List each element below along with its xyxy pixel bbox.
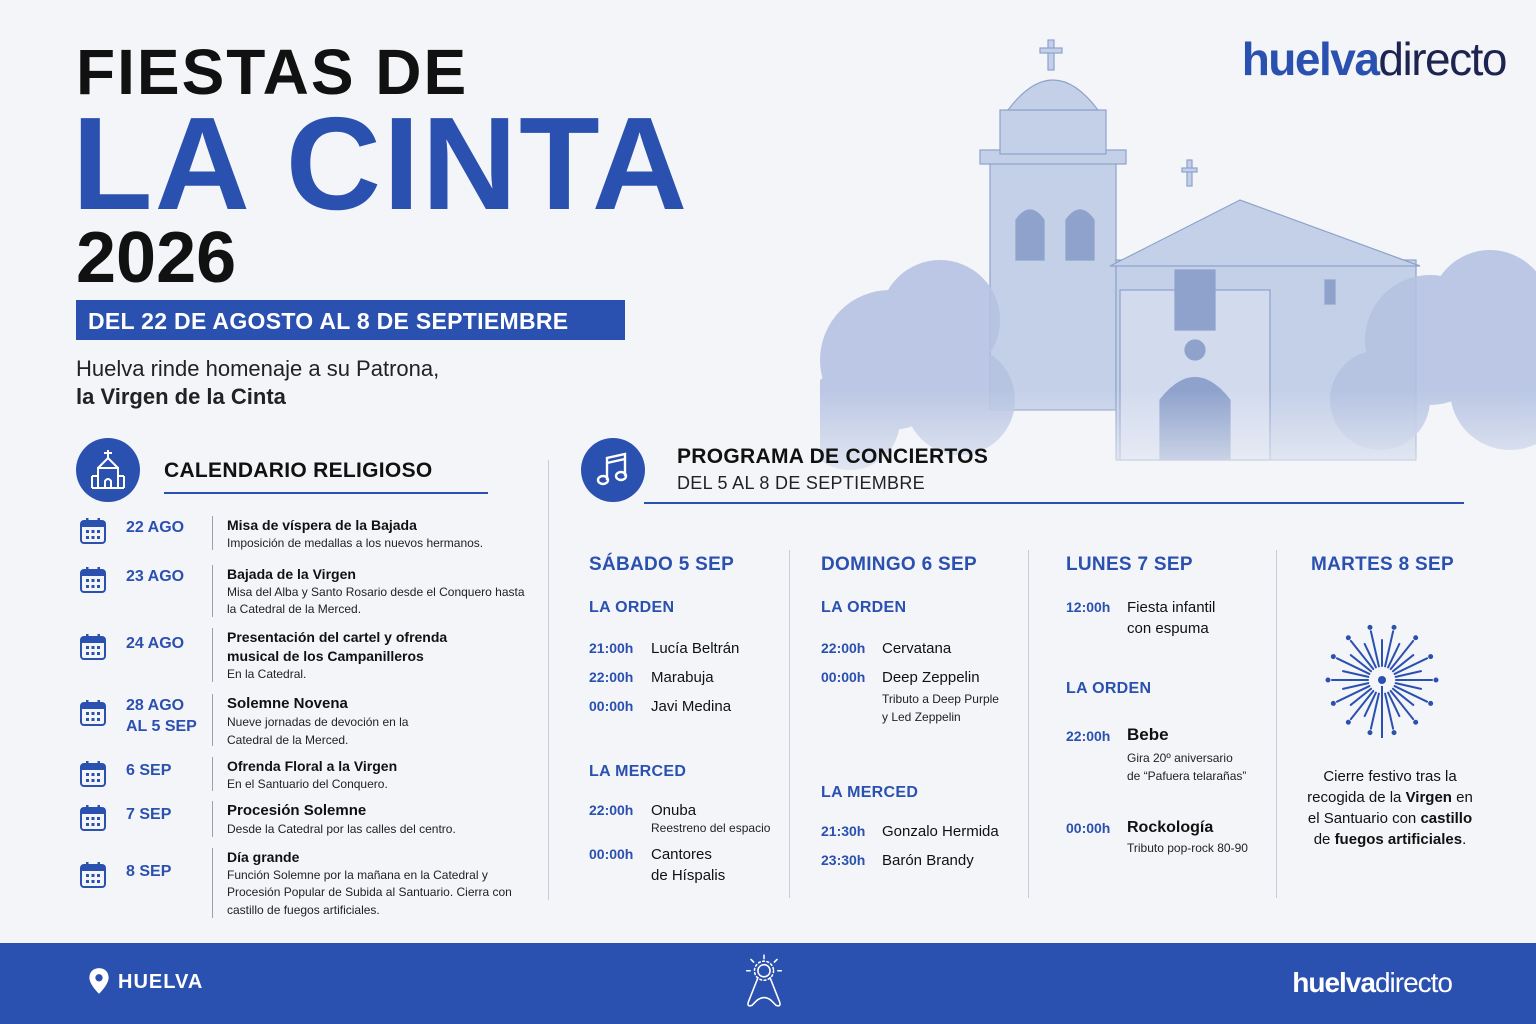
religious-separator [212, 801, 213, 837]
day-title-tuesday: MARTES 8 SEP [1311, 554, 1454, 575]
show-time: 12:00h [1066, 599, 1111, 615]
closing-l4b: fuegos artificiales [1334, 831, 1463, 848]
fireworks-icon [1322, 620, 1442, 740]
calendar-icon [78, 803, 108, 833]
church-illustration [820, 30, 1536, 510]
concerts-title: PROGRAMA DE CONCIERTOS [677, 445, 989, 468]
show-act: Marabuja [651, 669, 714, 686]
calendar-icon [78, 860, 108, 890]
location-pin-icon [88, 967, 110, 995]
religious-desc: Desde la Catedral por las calles del centro. [227, 822, 456, 837]
show-act: Onuba [651, 802, 697, 819]
show-act: Gonzalo Hermida [882, 823, 999, 840]
religious-body [227, 757, 547, 793]
show-time: 21:00h [589, 640, 634, 656]
venue-label: LA MERCED [821, 784, 919, 801]
show-act: Lucía Beltrán [651, 640, 740, 657]
show-time: 00:00h [589, 698, 634, 714]
religious-desc: Función Solemne por la mañana en la Catedral y Procesión Popular de Subida al Santuario. Cierra con castillo de fuegos artificiales. [227, 867, 512, 917]
religious-title-text: Misa de víspera de la Bajada [227, 517, 417, 533]
closing-l2a: recogida de la [1307, 789, 1406, 806]
religious-separator [212, 694, 213, 746]
firework-spark [1368, 626, 1371, 629]
firework-spark [1414, 636, 1417, 639]
show-note: Tributo a Deep Purple [882, 692, 999, 706]
firework-spark [1429, 655, 1432, 658]
virgin-emblem-icon [738, 949, 790, 1015]
firework-spark [1429, 702, 1432, 705]
footer-location: HUELVA [118, 971, 204, 993]
religious-body [227, 628, 547, 683]
religious-separator [212, 848, 213, 918]
calendar-icon [78, 516, 108, 546]
show-act: Javi Medina [651, 698, 732, 715]
religious-desc: En el Santuario del Conquero. [227, 776, 388, 791]
show-time: 00:00h [589, 846, 634, 862]
firework-spark [1327, 679, 1330, 682]
day-divider [789, 550, 790, 898]
religious-item [78, 516, 538, 550]
religious-date: 7 SEP [126, 806, 172, 823]
firework-spark [1414, 721, 1417, 724]
religious-date: 23 AGO [126, 568, 185, 585]
tagline-line1: Huelva rinde homenaje a su Patrona, [76, 356, 440, 381]
closing-l2b: Virgen [1405, 789, 1452, 806]
show-act: Bebe [1127, 725, 1169, 744]
venue-label: LA ORDEN [821, 599, 907, 616]
religious-item [78, 757, 538, 791]
religious-item [78, 694, 538, 746]
religious-body [227, 565, 547, 619]
show-time: 00:00h [821, 669, 866, 685]
religious-body [227, 694, 547, 749]
show-act-line2: con espuma [1127, 620, 1209, 637]
day-title-sunday: DOMINGO 6 SEP [821, 554, 977, 575]
religious-item [78, 848, 538, 918]
show-time: 22:00h [589, 669, 634, 685]
tagline-line2: la Virgen de la Cinta [76, 384, 286, 410]
concerts-subtitle: DEL 5 AL 8 DE SEPTIEMBRE [677, 473, 925, 493]
religious-title: CALENDARIO RELIGIOSO [164, 459, 433, 482]
title-line1: FIESTAS DE [76, 36, 469, 108]
religious-desc: Imposición de medallas a los nuevos hermanos. [227, 535, 484, 550]
firework-spark [1435, 679, 1438, 682]
show-act: Cantores [651, 846, 712, 863]
date-range-banner: DEL 22 DE AGOSTO AL 8 DE SEPTIEMBRE [76, 300, 625, 340]
religious-separator [212, 757, 213, 791]
tagline [76, 355, 439, 411]
religious-date: 6 SEP [126, 762, 172, 779]
religious-item [78, 565, 538, 617]
religious-body [227, 516, 547, 552]
show-act: Fiesta infantil [1127, 599, 1216, 616]
calendar-icon [78, 759, 108, 789]
religious-title-text: Día grande [227, 849, 300, 865]
music-note-icon [581, 438, 645, 502]
show-act-line2: de Híspalis [651, 867, 726, 884]
closing-l1: Cierre festivo tras la [1323, 768, 1457, 785]
concerts-title-underline [644, 502, 1464, 504]
firework-spark [1332, 702, 1335, 705]
venue-label: LA MERCED [589, 763, 687, 780]
firework-spark [1347, 636, 1350, 639]
venue-label: LA ORDEN [1066, 680, 1152, 697]
footer [0, 943, 1536, 1024]
show-note: y Led Zeppelin [882, 710, 961, 724]
show-note: Tributo pop-rock 80-90 [1127, 841, 1248, 855]
closing-l2c: en [1451, 789, 1473, 806]
column-divider [548, 460, 549, 900]
religious-date: 28 AGO AL 5 SEP [126, 697, 197, 735]
footer-brand-logo[interactable] [1292, 967, 1452, 999]
religious-separator [212, 628, 213, 682]
religious-title-underline [164, 492, 488, 494]
religious-item [78, 628, 538, 682]
footer-brand-part2: directo [1374, 967, 1452, 998]
religious-title-text: Bajada de la Virgen [227, 566, 356, 582]
show-note: de “Pafuera telarañas” [1127, 769, 1247, 783]
firework-spark [1347, 721, 1350, 724]
show-act: Deep Zeppelin [882, 669, 980, 686]
calendar-icon [78, 565, 108, 595]
religious-title-text: Procesión Solemne [227, 802, 367, 819]
title-line2: LA CINTA [72, 90, 690, 237]
calendar-icon [78, 632, 108, 662]
religious-date: 24 AGO [126, 635, 185, 652]
religious-separator [212, 565, 213, 617]
show-time: 22:00h [589, 802, 634, 818]
show-act: Barón Brandy [882, 852, 974, 869]
religious-body [227, 848, 547, 919]
show-time: 23:30h [821, 852, 866, 868]
day-divider [1276, 550, 1277, 898]
show-time: 21:30h [821, 823, 866, 839]
closing-l3b: castillo [1420, 810, 1473, 827]
religious-title-text: Presentación del cartel y ofrenda musical de los Campanilleros [227, 629, 448, 664]
footer-brand-part1: huelva [1292, 967, 1375, 998]
religious-desc: Misa del Alba y Santo Rosario desde el Conquero hasta la Catedral de la Merced. [227, 584, 525, 617]
closing-text [1290, 766, 1490, 850]
closing-l3a: el Santuario con [1307, 810, 1421, 827]
show-time: 22:00h [1066, 728, 1111, 744]
church-icon [76, 438, 140, 502]
show-time: 00:00h [1066, 820, 1111, 836]
closing-l4c: . [1462, 831, 1467, 848]
religious-date: 22 AGO [126, 519, 185, 536]
show-note: Reestreno del espacio [651, 821, 771, 835]
calendar-icon [78, 698, 108, 728]
religious-desc: En la Catedral. [227, 666, 307, 681]
religious-date: 8 SEP [126, 863, 172, 880]
show-time: 22:00h [821, 640, 866, 656]
show-note: Gira 20º aniversario [1127, 751, 1233, 765]
day-divider [1028, 550, 1029, 898]
religious-body [227, 801, 547, 839]
firework-spark [1393, 626, 1396, 629]
firework-spark [1393, 731, 1396, 734]
day-title-monday: LUNES 7 SEP [1066, 554, 1193, 575]
title-year: 2026 [76, 218, 237, 298]
religious-desc: Nueve jornadas de devoción en la Catedral de la Merced. [227, 715, 409, 747]
religious-item [78, 801, 538, 837]
religious-title-text: Solemne Novena [227, 695, 348, 712]
day-title-saturday: SÁBADO 5 SEP [589, 554, 735, 575]
show-act: Cervatana [882, 640, 952, 657]
religious-title-text: Ofrenda Floral a la Virgen [227, 758, 398, 774]
venue-label: LA ORDEN [589, 599, 675, 616]
firework-spark [1368, 731, 1371, 734]
show-act: Rockología [1127, 819, 1214, 836]
closing-l4a: de [1313, 831, 1335, 848]
religious-separator [212, 516, 213, 550]
firework-spark [1332, 655, 1335, 658]
